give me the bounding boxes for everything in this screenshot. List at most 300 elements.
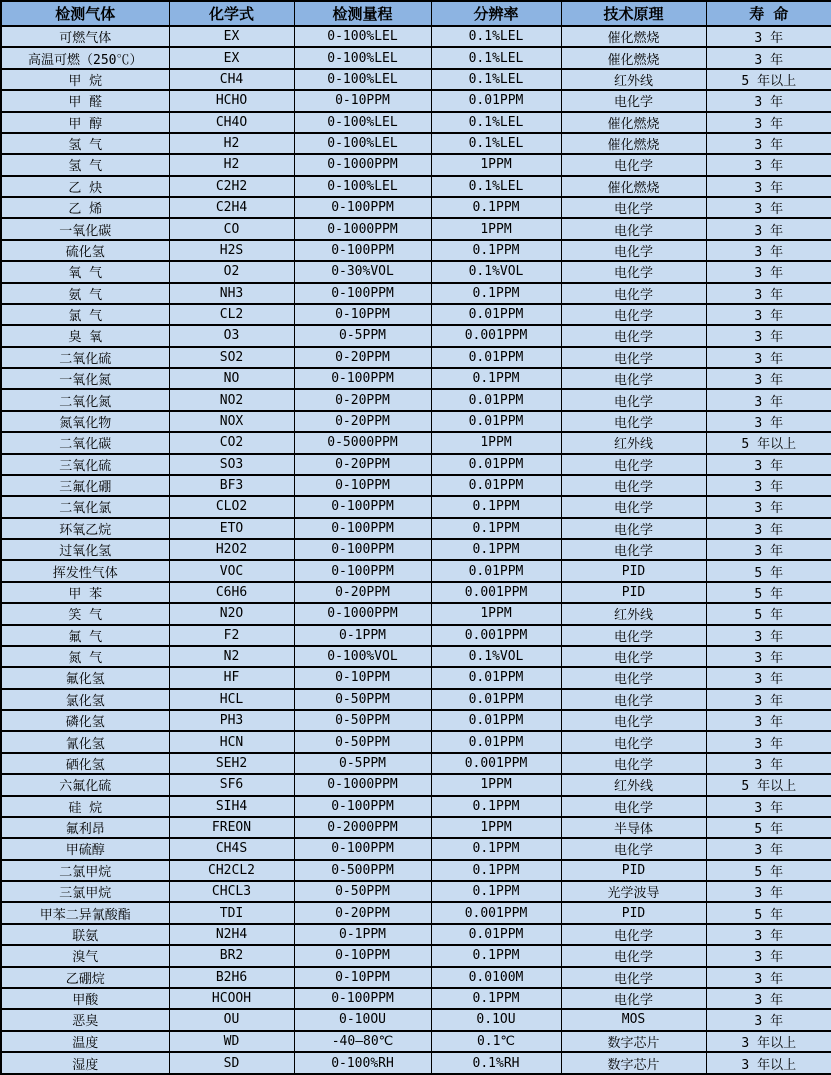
table-cell: 甲苯二异氰酸酯 [1, 902, 169, 923]
table-cell: CO [169, 218, 294, 239]
table-row [1, 218, 831, 239]
table-row [1, 646, 831, 667]
table-cell: 0.1%LEL [431, 47, 561, 68]
table-cell: 0.1PPM [431, 368, 561, 389]
table-row [1, 582, 831, 603]
table-cell: 3 年 [706, 924, 831, 945]
table-cell: 电化学 [561, 710, 706, 731]
table-row [1, 454, 831, 475]
column-header: 检测量程 [294, 1, 431, 26]
table-cell: 二氧化碳 [1, 432, 169, 453]
table-row [1, 368, 831, 389]
table-cell: 电化学 [561, 389, 706, 410]
table-cell: 红外线 [561, 69, 706, 90]
table-cell: 0.01PPM [431, 560, 561, 581]
table-cell: 3 年 [706, 218, 831, 239]
table-cell: 红外线 [561, 603, 706, 624]
table-cell: C2H2 [169, 176, 294, 197]
table-row [1, 603, 831, 624]
table-cell: 3 年 [706, 838, 831, 859]
table-cell: SIH4 [169, 796, 294, 817]
table-row [1, 817, 831, 838]
table-cell: N2H4 [169, 924, 294, 945]
table-cell: 0-100PPM [294, 518, 431, 539]
table-cell: 0-100PPM [294, 560, 431, 581]
table-cell: 0.1PPM [431, 988, 561, 1009]
table-cell: 0.01PPM [431, 689, 561, 710]
table-cell: 3 年 [706, 283, 831, 304]
table-cell: 0.001PPM [431, 325, 561, 346]
table-cell: 氰化氢 [1, 731, 169, 752]
table-cell: 0-50PPM [294, 689, 431, 710]
table-cell: VOC [169, 560, 294, 581]
table-cell: HCN [169, 731, 294, 752]
table-cell: 催化燃烧 [561, 47, 706, 68]
table-cell: 0-100PPM [294, 496, 431, 517]
table-cell: 0.1%LEL [431, 133, 561, 154]
table-cell: 0-1000PPM [294, 603, 431, 624]
table-cell: 催化燃烧 [561, 133, 706, 154]
table-cell: SO2 [169, 347, 294, 368]
table-cell: 二氧化氮 [1, 389, 169, 410]
table-cell: NO [169, 368, 294, 389]
table-cell: 3 年 [706, 475, 831, 496]
table-cell: 电化学 [561, 325, 706, 346]
table-cell: 二氧化硫 [1, 347, 169, 368]
table-row [1, 710, 831, 731]
table-cell: 1PPM [431, 774, 561, 795]
table-cell: 1PPM [431, 603, 561, 624]
table-cell: 3 年 [706, 731, 831, 752]
table-cell: 0-100PPM [294, 283, 431, 304]
table-cell: 0-20PPM [294, 389, 431, 410]
table-cell: 3 年以上 [706, 1052, 831, 1074]
table-cell: 3 年 [706, 133, 831, 154]
table-cell: 3 年 [706, 325, 831, 346]
table-cell: 0-10OU [294, 1009, 431, 1030]
table-cell: 0-100%LEL [294, 47, 431, 68]
table-cell: HCHO [169, 90, 294, 111]
table-cell: 氨 气 [1, 283, 169, 304]
table-cell: EX [169, 47, 294, 68]
table-cell: HCL [169, 689, 294, 710]
table-cell: 3 年 [706, 411, 831, 432]
table-cell: 3 年 [706, 347, 831, 368]
table-cell: 5 年 [706, 817, 831, 838]
table-cell: 电化学 [561, 261, 706, 282]
table-cell: 0-100PPM [294, 838, 431, 859]
table-cell: 红外线 [561, 774, 706, 795]
table-cell: 3 年 [706, 988, 831, 1009]
table-cell: 0-50PPM [294, 881, 431, 902]
table-row [1, 1009, 831, 1030]
table-cell: 1PPM [431, 432, 561, 453]
column-header: 检测气体 [1, 1, 169, 26]
table-cell: 3 年 [706, 261, 831, 282]
table-cell: ETO [169, 518, 294, 539]
table-row [1, 325, 831, 346]
table-cell: 氢 气 [1, 133, 169, 154]
table-row [1, 240, 831, 261]
table-cell: O2 [169, 261, 294, 282]
table-cell: 0.1PPM [431, 197, 561, 218]
table-row [1, 69, 831, 90]
table-cell: 1PPM [431, 817, 561, 838]
table-cell: SD [169, 1052, 294, 1074]
table-cell: OU [169, 1009, 294, 1030]
table-cell: 氟化氢 [1, 667, 169, 688]
table-cell: CL2 [169, 304, 294, 325]
table-cell: 甲 苯 [1, 582, 169, 603]
table-cell: 1PPM [431, 154, 561, 175]
table-cell: 氮 气 [1, 646, 169, 667]
table-cell: 3 年 [706, 710, 831, 731]
table-row [1, 1031, 831, 1052]
table-cell: 0-30%VOL [294, 261, 431, 282]
table-cell: 0.01PPM [431, 924, 561, 945]
table-cell: F2 [169, 625, 294, 646]
table-cell: 数字芯片 [561, 1052, 706, 1074]
table-cell: 0-100PPM [294, 796, 431, 817]
table-cell: 3 年 [706, 197, 831, 218]
table-cell: 臭 氧 [1, 325, 169, 346]
table-row [1, 838, 831, 859]
table-cell: 3 年 [706, 496, 831, 517]
table-cell: 电化学 [561, 304, 706, 325]
table-cell: HF [169, 667, 294, 688]
table-cell: B2H6 [169, 967, 294, 988]
table-cell: SEH2 [169, 753, 294, 774]
table-cell: 0.001PPM [431, 625, 561, 646]
table-row [1, 731, 831, 752]
table-row [1, 112, 831, 133]
table-cell: 0-20PPM [294, 582, 431, 603]
table-cell: SF6 [169, 774, 294, 795]
table-cell: C2H4 [169, 197, 294, 218]
table-cell: 0.01PPM [431, 90, 561, 111]
table-cell: 3 年 [706, 304, 831, 325]
table-cell: 0-100%LEL [294, 26, 431, 47]
table-cell: 三氟化硼 [1, 475, 169, 496]
table-cell: 电化学 [561, 667, 706, 688]
table-row [1, 924, 831, 945]
table-cell: CH4O [169, 112, 294, 133]
table-cell: 0-10PPM [294, 304, 431, 325]
table-cell: H2O2 [169, 539, 294, 560]
table-cell: 0-100%LEL [294, 112, 431, 133]
table-cell: 0-100PPM [294, 240, 431, 261]
table-cell: NO2 [169, 389, 294, 410]
table-cell: 三氧化硫 [1, 454, 169, 475]
table-cell: 5 年以上 [706, 432, 831, 453]
table-cell: 0-5000PPM [294, 432, 431, 453]
table-cell: 催化燃烧 [561, 176, 706, 197]
table-cell: 电化学 [561, 240, 706, 261]
table-cell: CH4S [169, 838, 294, 859]
table-cell: 0.1PPM [431, 838, 561, 859]
table-cell: EX [169, 26, 294, 47]
table-cell: 3 年 [706, 26, 831, 47]
table-cell: 电化学 [561, 197, 706, 218]
table-cell: 电化学 [561, 689, 706, 710]
table-cell: 挥发性气体 [1, 560, 169, 581]
table-cell: 3 年 [706, 539, 831, 560]
table-cell: 0.01PPM [431, 454, 561, 475]
table-cell: 3 年 [706, 881, 831, 902]
table-cell: 3 年 [706, 454, 831, 475]
table-cell: 3 年 [706, 368, 831, 389]
table-cell: 电化学 [561, 967, 706, 988]
table-cell: CH2CL2 [169, 860, 294, 881]
table-row [1, 967, 831, 988]
table-row [1, 518, 831, 539]
table-row [1, 283, 831, 304]
table-cell: 电化学 [561, 753, 706, 774]
table-cell: 甲 烷 [1, 69, 169, 90]
table-cell: 0.01PPM [431, 710, 561, 731]
table-cell: PID [561, 560, 706, 581]
table-cell: 0-1000PPM [294, 774, 431, 795]
table-cell: 0.1PPM [431, 945, 561, 966]
table-cell: FREON [169, 817, 294, 838]
table-cell: 0-20PPM [294, 902, 431, 923]
table-cell: 高温可燃（250℃） [1, 47, 169, 68]
table-cell: 0-500PPM [294, 860, 431, 881]
table-cell: 3 年 [706, 240, 831, 261]
table-cell: 1PPM [431, 218, 561, 239]
table-cell: 0.1%RH [431, 1052, 561, 1074]
table-cell: 0-1000PPM [294, 154, 431, 175]
table-cell: 电化学 [561, 90, 706, 111]
table-cell: 笑 气 [1, 603, 169, 624]
table-cell: 0.0100M [431, 967, 561, 988]
table-cell: 湿度 [1, 1052, 169, 1074]
table-cell: 六氟化硫 [1, 774, 169, 795]
table-cell: 0-50PPM [294, 710, 431, 731]
table-row [1, 133, 831, 154]
table-cell: 电化学 [561, 988, 706, 1009]
table-cell: CH4 [169, 69, 294, 90]
table-row [1, 881, 831, 902]
table-cell: 氯化氢 [1, 689, 169, 710]
table-cell: 氢 气 [1, 154, 169, 175]
table-cell: 5 年 [706, 860, 831, 881]
table-cell: 电化学 [561, 411, 706, 432]
table-cell: 0.1PPM [431, 496, 561, 517]
table-row [1, 176, 831, 197]
table-cell: 乙硼烷 [1, 967, 169, 988]
table-cell: 电化学 [561, 154, 706, 175]
table-cell: 甲 醛 [1, 90, 169, 111]
table-cell: 氧 气 [1, 261, 169, 282]
table-cell: 电化学 [561, 625, 706, 646]
table-cell: 3 年 [706, 625, 831, 646]
table-cell: 0.1℃ [431, 1031, 561, 1052]
table-cell: 0.1%LEL [431, 112, 561, 133]
table-cell: 5 年 [706, 582, 831, 603]
column-header: 化学式 [169, 1, 294, 26]
table-cell: CO2 [169, 432, 294, 453]
table-cell: C6H6 [169, 582, 294, 603]
table-cell: TDI [169, 902, 294, 923]
table-cell: CHCL3 [169, 881, 294, 902]
table-cell: H2 [169, 133, 294, 154]
table-cell: 0-10PPM [294, 667, 431, 688]
table-row [1, 47, 831, 68]
table-cell: 0-10PPM [294, 967, 431, 988]
table-row [1, 902, 831, 923]
table-cell: 电化学 [561, 731, 706, 752]
table-cell: 0-100PPM [294, 197, 431, 218]
table-cell: 甲硫醇 [1, 838, 169, 859]
table-cell: PID [561, 582, 706, 603]
table-cell: 5 年 [706, 603, 831, 624]
table-row [1, 496, 831, 517]
table-cell: 0.1PPM [431, 518, 561, 539]
table-cell: 硅 烷 [1, 796, 169, 817]
table-cell: 0.01PPM [431, 389, 561, 410]
table-cell: CLO2 [169, 496, 294, 517]
table-row [1, 753, 831, 774]
table-cell: BF3 [169, 475, 294, 496]
table-cell: 0.1PPM [431, 539, 561, 560]
table-cell: 3 年 [706, 176, 831, 197]
table-cell: 0.1%VOL [431, 261, 561, 282]
table-cell: 磷化氢 [1, 710, 169, 731]
table-cell: 电化学 [561, 496, 706, 517]
table-cell: 电化学 [561, 347, 706, 368]
table-cell: 催化燃烧 [561, 26, 706, 47]
table-row [1, 1052, 831, 1074]
table-cell: NH3 [169, 283, 294, 304]
table-cell: HCOOH [169, 988, 294, 1009]
table-row [1, 539, 831, 560]
table-cell: 0.1%LEL [431, 176, 561, 197]
table-cell: 0.01PPM [431, 731, 561, 752]
table-cell: 二氧化氯 [1, 496, 169, 517]
table-cell: 5 年 [706, 902, 831, 923]
table-row [1, 197, 831, 218]
table-row [1, 560, 831, 581]
table-cell: PID [561, 902, 706, 923]
column-header: 技术原理 [561, 1, 706, 26]
table-cell: 3 年 [706, 90, 831, 111]
table-cell: 5 年 [706, 560, 831, 581]
table-cell: 0-2000PPM [294, 817, 431, 838]
table-row [1, 796, 831, 817]
table-cell: 温度 [1, 1031, 169, 1052]
table-cell: 0-10PPM [294, 945, 431, 966]
table-cell: 电化学 [561, 518, 706, 539]
table-cell: 环氧乙烷 [1, 518, 169, 539]
table-cell: 溴气 [1, 945, 169, 966]
table-cell: 3 年 [706, 753, 831, 774]
table-cell: 数字芯片 [561, 1031, 706, 1052]
table-cell: 3 年 [706, 47, 831, 68]
table-cell: 0-100PPM [294, 988, 431, 1009]
table-cell: 0.001PPM [431, 902, 561, 923]
table-cell: 0-100PPM [294, 539, 431, 560]
table-cell: 3 年 [706, 389, 831, 410]
table-cell: 0-100%LEL [294, 176, 431, 197]
table-row [1, 432, 831, 453]
table-row [1, 667, 831, 688]
table-row [1, 90, 831, 111]
table-row [1, 988, 831, 1009]
table-cell: 3 年 [706, 646, 831, 667]
table-cell: 0.001PPM [431, 582, 561, 603]
table-cell: 0.1PPM [431, 240, 561, 261]
table-cell: N2O [169, 603, 294, 624]
table-cell: 电化学 [561, 283, 706, 304]
table-row [1, 945, 831, 966]
table-row [1, 411, 831, 432]
table-cell: 电化学 [561, 646, 706, 667]
table-cell: BR2 [169, 945, 294, 966]
table-cell: WD [169, 1031, 294, 1052]
table-cell: 5 年以上 [706, 774, 831, 795]
table-cell: 3 年以上 [706, 1031, 831, 1052]
table-cell: 甲 醇 [1, 112, 169, 133]
table-cell: 0.01PPM [431, 304, 561, 325]
table-cell: 电化学 [561, 454, 706, 475]
column-header: 分辨率 [431, 1, 561, 26]
table-cell: 过氧化氢 [1, 539, 169, 560]
table-cell: PID [561, 860, 706, 881]
table-cell: 电化学 [561, 796, 706, 817]
table-cell: 三氯甲烷 [1, 881, 169, 902]
table-cell: 硒化氢 [1, 753, 169, 774]
table-cell: 氯 气 [1, 304, 169, 325]
table-cell: 催化燃烧 [561, 112, 706, 133]
table-cell: 3 年 [706, 796, 831, 817]
column-header: 寿 命 [706, 1, 831, 26]
table-cell: O3 [169, 325, 294, 346]
table-cell: 甲酸 [1, 988, 169, 1009]
table-row [1, 860, 831, 881]
table-cell: 硫化氢 [1, 240, 169, 261]
table-cell: 电化学 [561, 838, 706, 859]
table-header-row [1, 1, 831, 26]
table-cell: 红外线 [561, 432, 706, 453]
table-cell: 0.01PPM [431, 411, 561, 432]
table-cell: 3 年 [706, 667, 831, 688]
table-cell: 3 年 [706, 967, 831, 988]
table-cell: 电化学 [561, 539, 706, 560]
table-cell: 0.1PPM [431, 796, 561, 817]
table-cell: 0-20PPM [294, 347, 431, 368]
table-cell: 0-20PPM [294, 454, 431, 475]
table-cell: 0-50PPM [294, 731, 431, 752]
table-row [1, 389, 831, 410]
table-cell: 0-1000PPM [294, 218, 431, 239]
table-cell: 0.1PPM [431, 881, 561, 902]
table-cell: 可燃气体 [1, 26, 169, 47]
table-row [1, 689, 831, 710]
table-row [1, 26, 831, 47]
table-cell: 氮氧化物 [1, 411, 169, 432]
table-cell: H2S [169, 240, 294, 261]
table-cell: 0.01PPM [431, 475, 561, 496]
table-cell: 3 年 [706, 154, 831, 175]
table-cell: SO3 [169, 454, 294, 475]
table-cell: 氟 气 [1, 625, 169, 646]
table-cell: 0.001PPM [431, 753, 561, 774]
table-cell: 0.1OU [431, 1009, 561, 1030]
table-cell: 电化学 [561, 475, 706, 496]
table-body [1, 26, 831, 1074]
table-cell: 0.1PPM [431, 860, 561, 881]
